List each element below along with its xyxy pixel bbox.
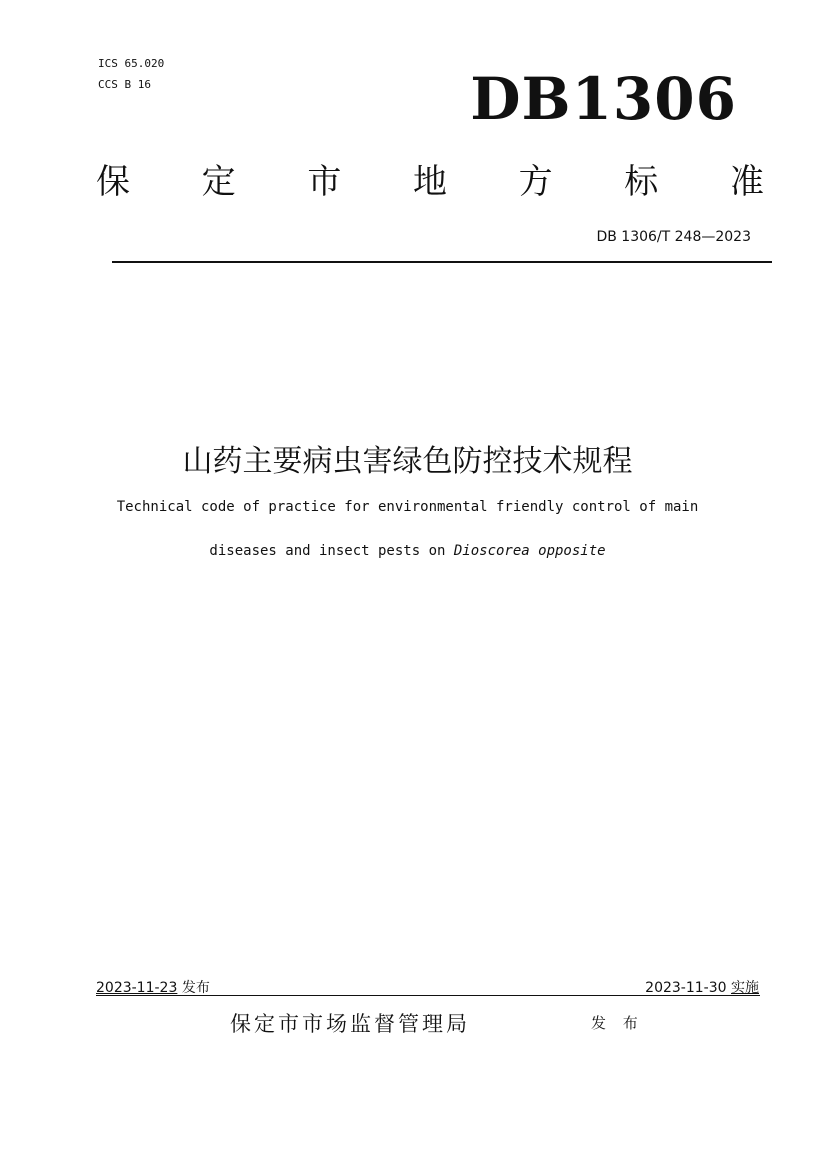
title-english-prefix: diseases and insect pests on bbox=[209, 543, 454, 559]
issuing-authority: 保定市市场监督管理局 bbox=[230, 1012, 470, 1036]
issue-date: 2023-11-23 bbox=[96, 980, 178, 996]
implement-date: 2023-11-30 bbox=[645, 980, 727, 996]
standard-number: DB 1306/T 248—2023 bbox=[596, 229, 751, 245]
ics-code: ICS 65.020 bbox=[98, 57, 165, 70]
standard-type bbox=[96, 160, 764, 204]
standard-type-char: 准 bbox=[729, 162, 764, 202]
implement-label: 实施 bbox=[731, 980, 759, 996]
title-english-species: Dioscorea opposite bbox=[453, 543, 606, 559]
standard-type-char: 方 bbox=[518, 162, 553, 202]
document-title-chinese: 山药主要病虫害绿色防控技术规程 bbox=[182, 444, 633, 479]
footer-divider bbox=[96, 995, 760, 996]
standard-type-char: 标 bbox=[624, 162, 659, 202]
issue-label: 发布 bbox=[181, 980, 210, 996]
document-title-english-line2 bbox=[0, 541, 815, 561]
standard-type-char: 保 bbox=[96, 162, 130, 202]
issue-date-block bbox=[96, 977, 210, 997]
standard-logo: DB1306 bbox=[470, 65, 737, 133]
ccs-code: CCS B 16 bbox=[98, 78, 151, 91]
standard-type-char: 地 bbox=[412, 162, 447, 202]
document-title-english-line1: Technical code of practice for environmental friendly control of main bbox=[116, 499, 699, 515]
header-divider bbox=[112, 261, 772, 263]
publish-label: 发 布 bbox=[591, 1014, 644, 1032]
standard-type-char: 定 bbox=[201, 162, 236, 202]
implement-date-block bbox=[645, 977, 759, 997]
standard-type-char: 市 bbox=[307, 162, 342, 202]
